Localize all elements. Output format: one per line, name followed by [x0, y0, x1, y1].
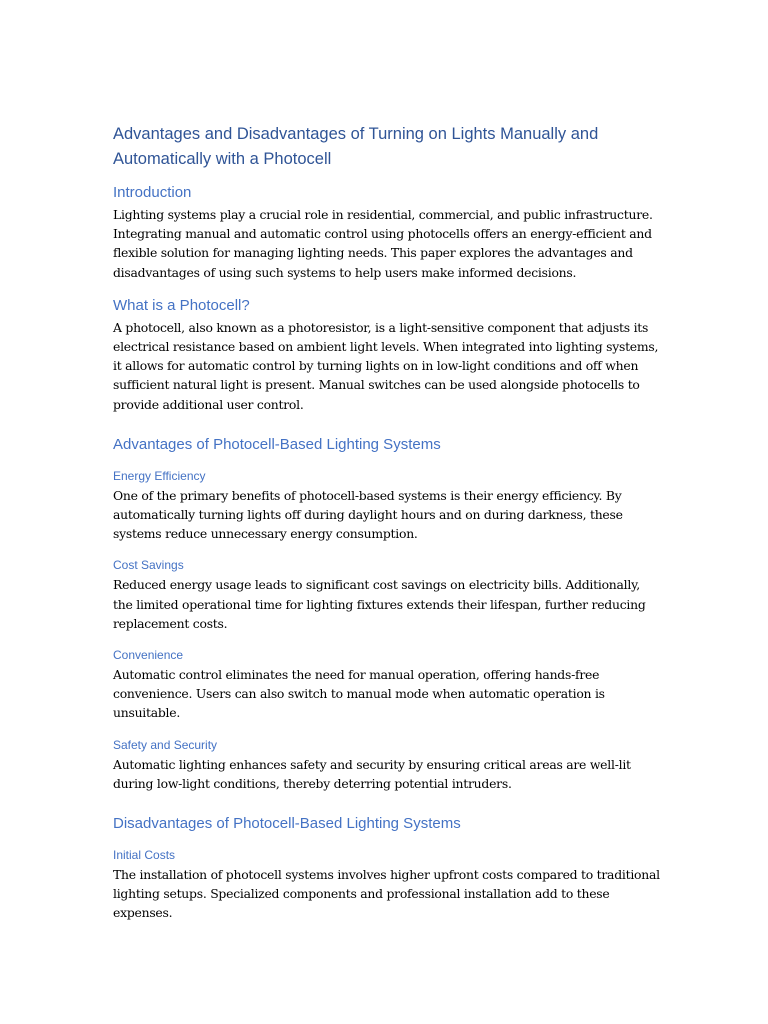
paragraph-safety-security: Automatic lighting enhances safety and security by ensuring critical areas are well-lit during low-light conditions, thereby deterring potential intruders.	[113, 756, 631, 791]
section-advantages	[113, 435, 663, 793]
section-disadvantages	[113, 814, 663, 923]
paragraph-introduction: Lighting systems play a crucial role in residential, commercial, and public infrastructure. Integrating manual and automatic control using photocells offers an energy-efficient and flexible solution for managing lighting needs. This paper explores the advantages and disadvantages of using such systems to help users make informed decisions.	[113, 207, 653, 280]
subheading-safety-security: Safety and Security	[113, 737, 218, 752]
section-what-is-photocell	[113, 296, 663, 414]
subsection-initial-costs	[113, 847, 663, 923]
paragraph-cost-savings: Reduced energy usage leads to significant cost savings on electricity bills. Additionally, the limited operational time for lighting fixtures extends their lifespan, further reducing replacement costs.	[113, 577, 646, 631]
subheading-energy-efficiency: Energy Efficiency	[113, 468, 206, 483]
section-heading-introduction: Introduction	[113, 184, 192, 201]
section-introduction	[113, 183, 663, 282]
section-heading-disadvantages: Disadvantages of Photocell-Based Lighting Systems	[113, 815, 461, 833]
subheading-convenience: Convenience	[113, 648, 184, 663]
subsection-cost-savings	[113, 557, 663, 633]
subheading-cost-savings: Cost Savings	[113, 558, 184, 573]
subsection-energy-efficiency	[113, 468, 663, 544]
paragraph-photocell: A photocell, also known as a photoresistor, is a light-sensitive component that adjusts its electrical resistance based on ambient light levels. When integrated into lighting systems, it allows for automatic control by turning lights on in low-light conditions and off when sufficient natural light is present. Manual switches can be used alongside photocells to provide additional user control.	[113, 319, 659, 412]
paragraph-initial-costs: The installation of photocell systems involves higher upfront costs compared to traditional lighting setups. Specialized components and professional installation add to these expenses.	[113, 867, 660, 921]
subsection-safety-security	[113, 737, 663, 793]
subsection-convenience	[113, 647, 663, 723]
section-heading-photocell: What is a Photocell?	[113, 296, 250, 314]
document-page	[113, 122, 663, 923]
section-heading-advantages: Advantages of Photocell-Based Lighting Systems	[113, 435, 441, 453]
document-title: Advantages and Disadvantages of Turning on Lights Manually and Automatically with a Photocell	[113, 125, 599, 168]
paragraph-energy-efficiency: One of the primary benefits of photocell-based systems is their energy efficiency. By automatically turning lights off during daylight hours and on during darkness, these systems reduce unnecessary energy consumption.	[113, 487, 623, 542]
paragraph-convenience: Automatic control eliminates the need for manual operation, offering hands-free convenience. Users can also switch to manual mode when automatic operation is unsuitable.	[113, 667, 605, 721]
subheading-initial-costs: Initial Costs	[113, 848, 176, 863]
